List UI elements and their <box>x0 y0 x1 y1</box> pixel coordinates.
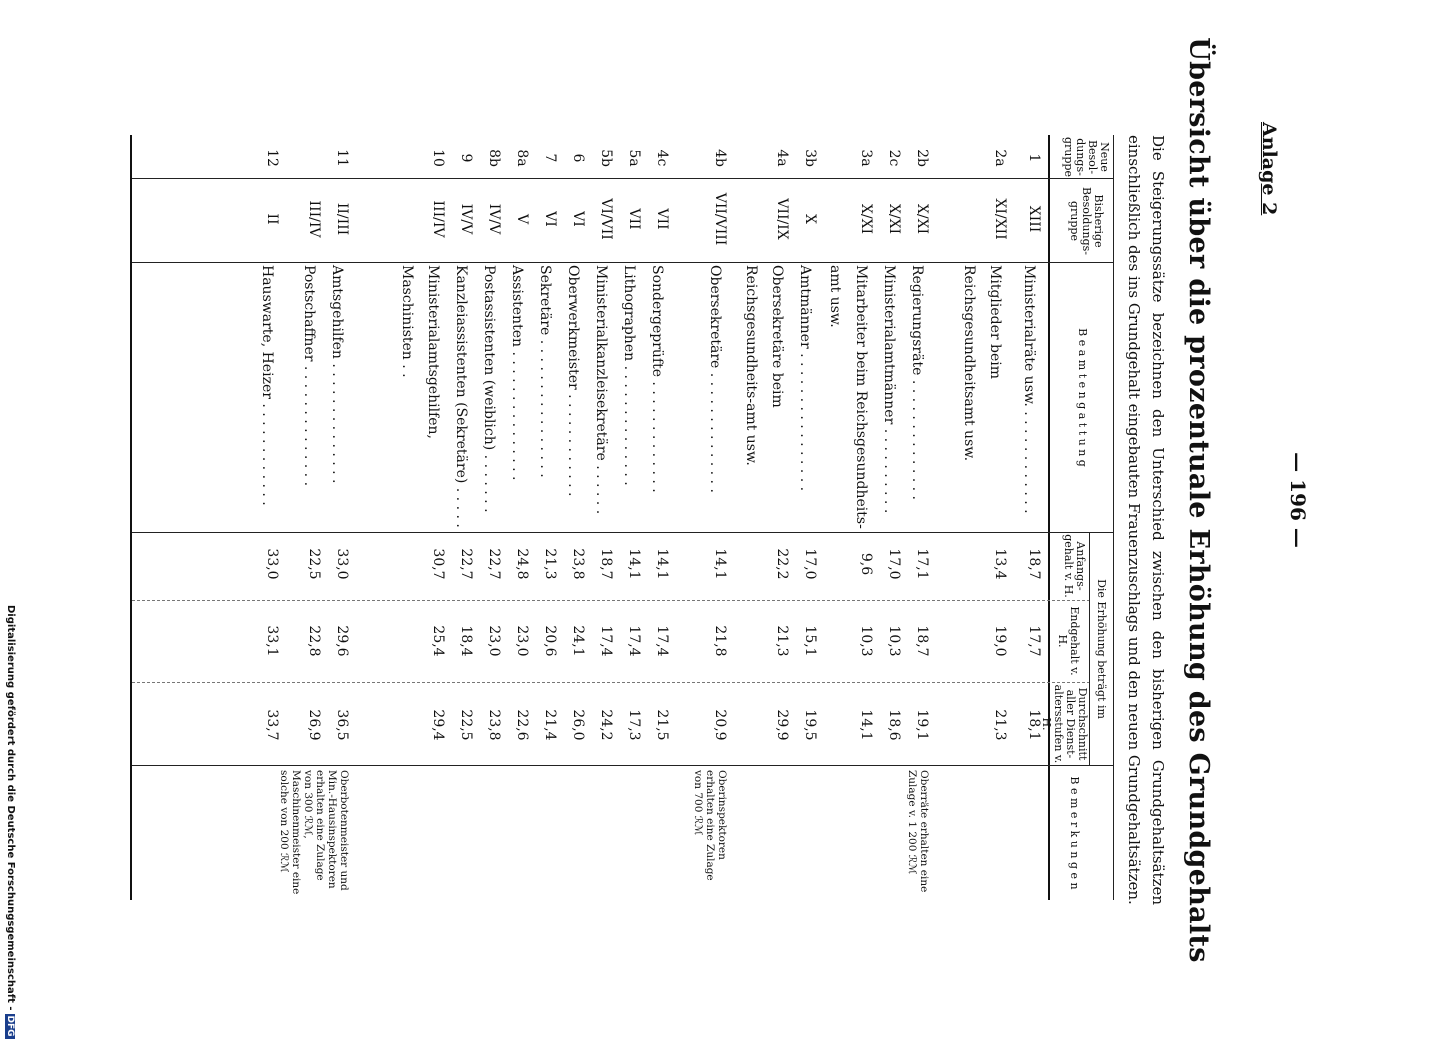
beamtengattung-cell: Obersekretäre . . . . . . . . . . . . . . <box>707 265 723 493</box>
footer-credit <box>2 605 16 1037</box>
anfangsgehalt-cell: 9,6 <box>858 552 874 576</box>
header-rule <box>1048 135 1050 900</box>
neue-gruppe-cell: 7 <box>542 153 558 163</box>
neue-gruppe-cell: 5a <box>626 149 642 167</box>
durchschnitt-cell: 18,1 <box>1026 709 1042 741</box>
endgehalt-cell: 23,0 <box>486 625 502 657</box>
endgehalt-cell: 33,1 <box>264 625 280 657</box>
neue-gruppe-cell: 8a <box>514 149 530 167</box>
durchschnitt-cell: 33,7 <box>264 709 280 741</box>
durchschnitt-cell: 29,4 <box>430 709 446 741</box>
beamtengattung-cell: Postassistenten (weiblich) . . . . . . . <box>481 265 497 513</box>
neue-gruppe-cell: 4b <box>712 149 728 167</box>
neue-gruppe-cell: 4c <box>654 149 670 167</box>
endgehalt-cell: 18,7 <box>914 625 930 657</box>
endgehalt-cell: 19,0 <box>992 625 1008 657</box>
anfangsgehalt-cell: 23,8 <box>570 548 586 580</box>
neue-gruppe-cell: 5b <box>598 149 614 167</box>
beamtengattung-cell: Mitglieder beim Reichsgesundheitsamt usw. <box>961 265 1003 462</box>
durchschnitt-cell: 22,5 <box>458 709 474 741</box>
header-endgehalt: Endgehalt v. H. <box>1056 606 1081 676</box>
bisherige-gruppe-cell: VII/VIII <box>712 192 728 246</box>
header-neue-gruppe: Neue Besol-dungs-gruppe <box>1062 137 1111 177</box>
anfangsgehalt-cell: 17,0 <box>886 548 902 580</box>
footer-text: Digitalisierung gefördert durch die Deutsche Forschungsgemeinschaft - <box>5 605 16 1011</box>
endgehalt-cell: 17,4 <box>626 625 642 657</box>
neue-gruppe-cell: 4a <box>774 149 790 167</box>
endgehalt-cell: 20,6 <box>542 625 558 657</box>
durchschnitt-cell: 17,3 <box>626 709 642 741</box>
durchschnitt-cell: 29,9 <box>774 709 790 741</box>
endgehalt-cell: 15,1 <box>802 625 818 657</box>
neue-gruppe-cell: 2c <box>886 149 902 167</box>
page-title: Übersicht über die prozentuale Erhöhung des Grundgehalts <box>1183 37 1214 963</box>
beamtengattung-cell: Ministerialkanzleisekretäre . . . . . . <box>593 265 609 515</box>
beamtengattung-cell: Hauswarte, Heizer . . . . . . . . . . . . <box>259 265 275 506</box>
anfangsgehalt-cell: 22,5 <box>306 548 322 580</box>
neue-gruppe-cell: 2b <box>914 149 930 167</box>
endgehalt-cell: 17,4 <box>654 625 670 657</box>
bisherige-gruppe-cell: III/IV <box>430 200 446 238</box>
col-divider <box>132 765 1114 766</box>
bisherige-gruppe-cell: IV/V <box>486 203 502 235</box>
endgehalt-cell: 17,7 <box>1026 625 1042 657</box>
neue-gruppe-cell: 12 <box>264 149 280 167</box>
anfangsgehalt-cell: 14,1 <box>712 548 728 580</box>
bisherige-gruppe-cell: VI <box>570 211 586 227</box>
endgehalt-cell: 29,6 <box>334 625 350 657</box>
bisherige-gruppe-cell: X/XI <box>886 203 902 235</box>
anfangsgehalt-cell: 33,0 <box>264 548 280 580</box>
anfangsgehalt-cell: 14,1 <box>626 548 642 580</box>
anfangsgehalt-cell: 17,0 <box>802 548 818 580</box>
col-divider <box>132 262 1114 263</box>
header-bisherige-gruppe: Bisherige Besoldungs-gruppe <box>1068 187 1105 255</box>
bemerkung-cell: Oberbotenmeister und Min.-Hausinspektoren erhalten eine Zulage von 300 ℛℳ, Maschinenmeister eine solche von 200 ℛℳ <box>278 770 350 895</box>
col-divider <box>132 600 1090 601</box>
beamtengattung-cell: Amtmänner . . . . . . . . . . . . . . . . <box>797 265 813 492</box>
header-bemerkungen: B e m e r k u n g e n <box>1068 776 1081 890</box>
durchschnitt-cell: 23,8 <box>486 709 502 741</box>
endgehalt-cell: 23,0 <box>514 625 530 657</box>
neue-gruppe-cell: 1 <box>1026 153 1042 163</box>
header-erhoehung: Die Erhöhung beträgt im <box>1095 579 1108 719</box>
beamtengattung-cell: Sondergeprüfte . . . . . . . . . . . . . <box>649 265 665 493</box>
beamtengattung-cell: Obersekretäre beim Reichsgesundheits-amt usw. <box>743 265 785 466</box>
bisherige-gruppe-cell: VII <box>654 208 670 230</box>
beamtengattung-cell: Mitarbeiter beim Reichsgesundheits-amt usw. <box>827 265 869 529</box>
neue-gruppe-cell: 3a <box>858 149 874 167</box>
bisherige-gruppe-cell: III/IV <box>306 200 322 238</box>
bisherige-gruppe-cell: X/XI <box>858 203 874 235</box>
anfangsgehalt-cell: 33,0 <box>334 548 350 580</box>
anfangsgehalt-cell: 22,7 <box>486 548 502 580</box>
endgehalt-cell: 21,8 <box>712 625 728 657</box>
bisherige-gruppe-cell: II/III <box>334 202 350 236</box>
durchschnitt-cell: 19,5 <box>802 709 818 741</box>
header-durchschnitt: Durchschnitt aller Dienst-altersstufen v. H. <box>1040 684 1089 764</box>
neue-gruppe-cell: 3b <box>802 149 818 167</box>
endgehalt-cell: 18,4 <box>458 625 474 657</box>
endgehalt-cell: 21,3 <box>774 625 790 657</box>
bisherige-gruppe-cell: X/XI <box>914 203 930 235</box>
durchschnitt-cell: 21,4 <box>542 709 558 741</box>
anfangsgehalt-cell: 14,1 <box>654 548 670 580</box>
durchschnitt-cell: 14,1 <box>858 709 874 741</box>
bisherige-gruppe-cell: XI/XII <box>992 198 1008 240</box>
anfangsgehalt-cell: 18,7 <box>598 548 614 580</box>
endgehalt-cell: 10,3 <box>886 625 902 657</box>
dfg-logo: DFG <box>5 1015 15 1037</box>
table-bottom-rule <box>130 135 132 900</box>
beamtengattung-cell: Amtsgehilfen . . . . . . . . . . . . . . <box>329 265 345 484</box>
anfangsgehalt-cell: 22,7 <box>458 548 474 580</box>
bisherige-gruppe-cell: V <box>514 213 530 225</box>
bemerkung-cell: Oberinspektoren erhalten eine Zulage von 700 ℛℳ <box>692 770 728 881</box>
intro-paragraph: Die Steigerungssätze bezeichnen den Unterschied zwischen den bisherigen Grundgehaltsätzen einschließlich des ins Grundgehalt eingebauten Frauenzuschlags und den neuen Grundgehaltsätzen. <box>1125 135 1167 905</box>
bisherige-gruppe-cell: VII <box>626 208 642 230</box>
anfangsgehalt-cell: 24,8 <box>514 548 530 580</box>
header-beamtengattung: B e a m t e n g a t t u n g <box>1076 328 1089 467</box>
bemerkung-cell: Oberräte erhalten eine Zulage v. 1 200 ℛℳ <box>906 770 930 893</box>
beamtengattung-cell: Assistenten . . . . . . . . . . . . . . . <box>509 265 525 481</box>
bisherige-gruppe-cell: X <box>802 214 818 224</box>
col-divider <box>132 178 1114 179</box>
beamtengattung-cell: Ministerialamtmänner . . . . . . . . . . <box>881 265 897 514</box>
beamtengattung-cell: Ministerialräte usw. . . . . . . . . . . . . <box>1021 265 1037 514</box>
bisherige-gruppe-cell: VI/VII <box>598 198 614 240</box>
endgehalt-cell: 10,3 <box>858 625 874 657</box>
beamtengattung-cell: Ministerialamtsgehilfen, Maschinisten . . <box>399 265 441 439</box>
durchschnitt-cell: 26,9 <box>306 709 322 741</box>
beamtengattung-cell: Kanzleiassistenten (Sekretäre) . . . . . <box>453 265 469 528</box>
durchschnitt-cell: 21,3 <box>992 709 1008 741</box>
bisherige-gruppe-cell: VI <box>542 211 558 227</box>
bisherige-gruppe-cell: XIII <box>1026 205 1042 233</box>
page-number: — 196 — <box>1286 452 1310 548</box>
durchschnitt-cell: 24,2 <box>598 709 614 741</box>
durchschnitt-cell: 20,9 <box>712 709 728 741</box>
beamtengattung-cell: Oberwerkmeister . . . . . . . . . . . . <box>565 265 581 497</box>
subheader-rule <box>1089 532 1090 765</box>
neue-gruppe-cell: 8b <box>486 149 502 167</box>
durchschnitt-cell: 26,0 <box>570 709 586 741</box>
col-divider <box>132 682 1090 683</box>
endgehalt-cell: 25,4 <box>430 625 446 657</box>
durchschnitt-cell: 19,1 <box>914 709 930 741</box>
neue-gruppe-cell: 11 <box>334 149 350 167</box>
header-anfangsgehalt: Anfangs-gehalt v. H. <box>1062 534 1087 598</box>
endgehalt-cell: 17,4 <box>598 625 614 657</box>
anfangsgehalt-cell: 22,2 <box>774 548 790 580</box>
beamtengattung-cell: Lithographen . . . . . . . . . . . . . . <box>621 265 637 486</box>
durchschnitt-cell: 22,6 <box>514 709 530 741</box>
neue-gruppe-cell: 9 <box>458 153 474 163</box>
appendix-label: Anlage 2 <box>1258 122 1280 216</box>
anfangsgehalt-cell: 13,4 <box>992 548 1008 580</box>
table-top-rule <box>1113 135 1114 900</box>
anfangsgehalt-cell: 17,1 <box>914 548 930 580</box>
anfangsgehalt-cell: 30,7 <box>430 548 446 580</box>
neue-gruppe-cell: 10 <box>430 149 446 167</box>
beamtengattung-cell: Postschaffner . . . . . . . . . . . . . . <box>301 265 317 487</box>
durchschnitt-cell: 18,6 <box>886 709 902 741</box>
beamtengattung-cell: Sekretäre . . . . . . . . . . . . . . . . <box>537 265 553 478</box>
neue-gruppe-cell: 2a <box>992 149 1008 167</box>
bisherige-gruppe-cell: IV/V <box>458 203 474 235</box>
beamtengattung-cell: Regierungsräte . . . . . . . . . . . . . . <box>909 265 925 500</box>
endgehalt-cell: 22,8 <box>306 625 322 657</box>
anfangsgehalt-cell: 21,3 <box>542 548 558 580</box>
durchschnitt-cell: 21,5 <box>654 709 670 741</box>
bisherige-gruppe-cell: II <box>264 213 280 225</box>
endgehalt-cell: 24,1 <box>570 625 586 657</box>
durchschnitt-cell: 36,5 <box>334 709 350 741</box>
bisherige-gruppe-cell: VII/IX <box>774 198 790 240</box>
neue-gruppe-cell: 6 <box>570 153 586 163</box>
anfangsgehalt-cell: 18,7 <box>1026 548 1042 580</box>
rotated-document <box>130 0 1310 1000</box>
